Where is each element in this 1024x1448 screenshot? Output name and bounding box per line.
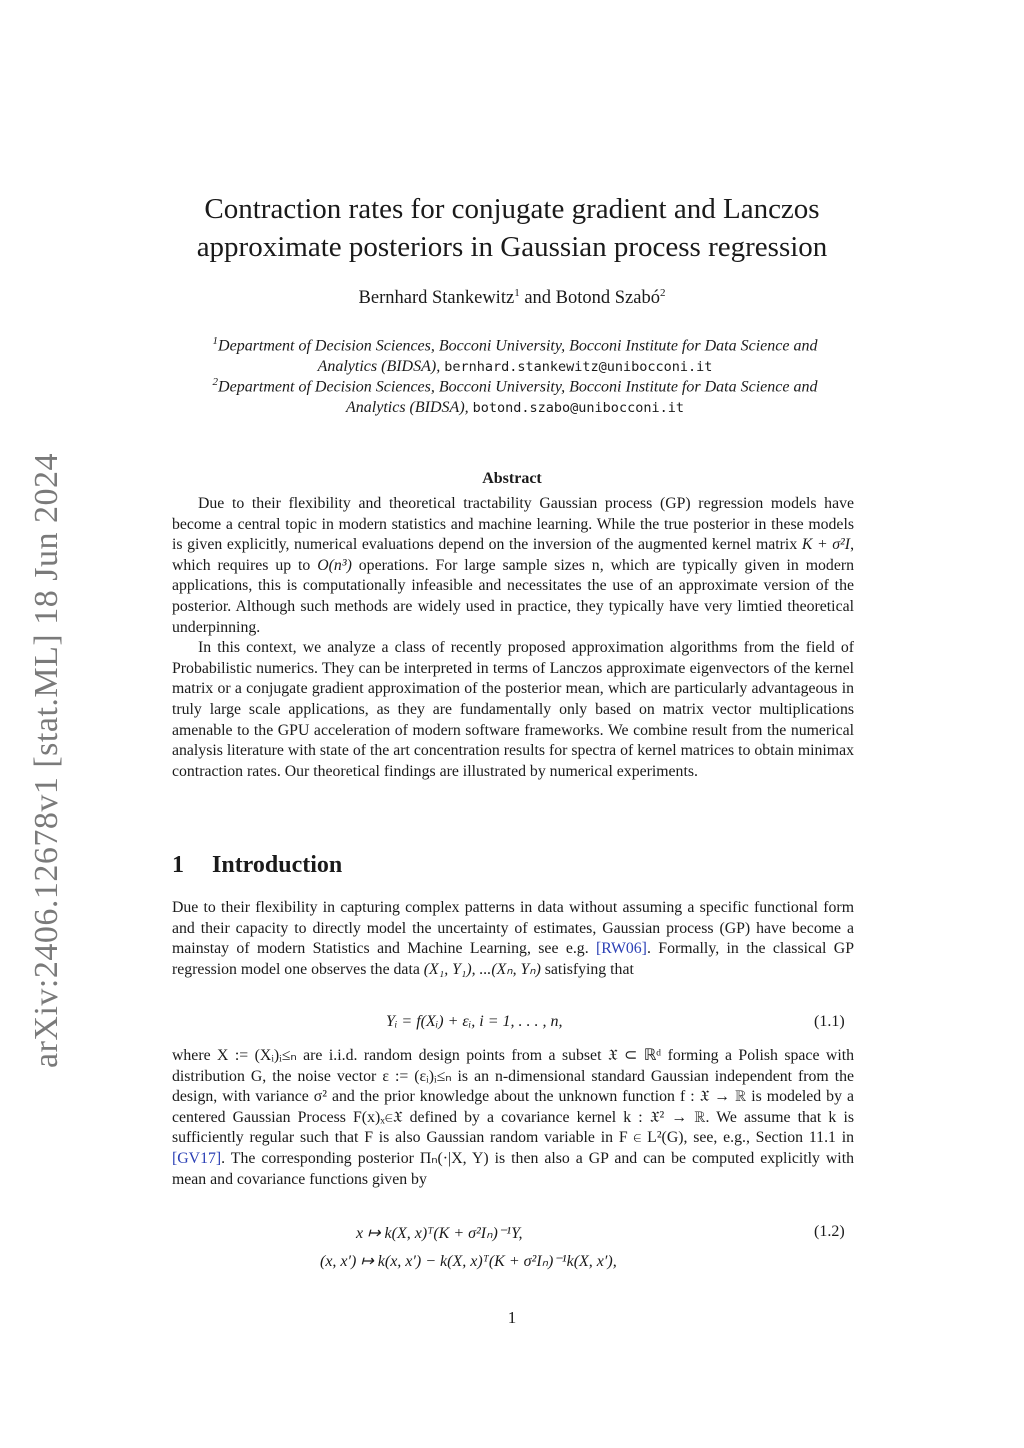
inline-math: K + σ²I — [801, 536, 851, 554]
intro-paragraph-2 — [172, 1046, 854, 1190]
text-run: , which requires up to — [172, 536, 855, 574]
author-name: Botond Szabó — [555, 288, 660, 309]
equation-1-2-mean: x ↦ k(X, x)ᵀ(K + σ²Iₙ)⁻¹Y, — [356, 1225, 523, 1242]
citation-link[interactable]: [GV17] — [172, 1149, 222, 1167]
section-title: Introduction — [212, 852, 343, 878]
text-run: operations. For large sample sizes n, which are typically given in modern applications, this is computationally infeasible and necessitates the use of an approximate version of the posterior. Although such methods are widely used in practice, they typically have very limtied theoretical underpinning. — [172, 556, 854, 636]
author-email[interactable]: bernhard.stankewitz@unibocconi.it — [444, 359, 713, 376]
paper-title — [150, 190, 874, 266]
affiliation-text: Analytics (BIDSA), — [346, 399, 469, 417]
text-run: Due to their flexibility in capturing complex patterns in data without assuming a specific functional form and their capacity to directly model the uncertainty of estimates, Gaussian process (GP) have become a mainstay of modern Statistics and Machine Learning, see e.g. — [172, 899, 854, 958]
abstract-heading: Abstract — [482, 470, 542, 487]
affiliation-text: Department of Decision Sciences, Bocconi University, Bocconi Institute for Data Science and — [218, 378, 818, 396]
affiliation-text: Department of Decision Sciences, Bocconi University, Bocconi Institute for Data Science and — [218, 337, 818, 355]
arxiv-identifier: arXiv:2406.12678v1 [stat.ML] 18 Jun 2024 — [28, 453, 65, 1068]
equation-1-2-covariance: (x, x′) ↦ k(x, x′) − k(X, x)ᵀ(K + σ²Iₙ)⁻¹k(X, x′), — [320, 1253, 617, 1270]
abstract-body — [172, 494, 854, 782]
title-line-1: Contraction rates for conjugate gradient and Lanczos — [204, 193, 820, 225]
citation-link[interactable]: [RW06] — [596, 940, 647, 958]
affiliation-text: Analytics (BIDSA), — [317, 358, 441, 376]
affiliation-2 — [160, 372, 870, 419]
equation-1-1: Yᵢ = f(Xᵢ) + εᵢ, i = 1, . . . , n, — [386, 1013, 563, 1030]
intro-paragraph-1 — [172, 898, 854, 980]
abstract-paragraph: In this context, we analyze a class of recently proposed approximation algorithms from the field of Probabilistic numerics. They can be interpreted in terms of Lanczos approximate eigenvectors of the kernel matrix or a conjugate gradient approximation of the posterior mean, which are particularly advantageous in truly large scale applications, as they are fundamentally only based on matrix vector multiplications amenable to the GPU acceleration of modern software frameworks. We combine result from the numerical analysis literature with state of the art concentration results for spectra of kernel matrices to obtain minimax contraction rates. Our theoretical findings are illustrated by numerical experiments. — [172, 639, 854, 780]
author-email[interactable]: botond.szabo@unibocconi.it — [472, 400, 684, 417]
section-number: 1 — [172, 852, 184, 878]
inline-math: O(n³) — [317, 556, 352, 574]
affiliation-mark: 2 — [659, 287, 666, 299]
text-run: where X := (Xᵢ)ᵢ≤ₙ are i.i.d. random design points from a subset 𝔛 ⊂ ℝᵈ forming a Polish space with distribution G, the noise vector ε := (εᵢ)ᵢ≤ₙ is an n-dimensional standard Gaussian independent from the design, with variance σ² and the prior knowledge about the unknown function f : 𝔛 → ℝ is modeled by a centered Gaussian Process F(x)ₓ∈𝔛 defined by a covariance kernel k : 𝔛² → ℝ. We assume that k is sufficiently regular such that F is also Gaussian random variable in F ∈ L²(G), see, e.g., Section 11.1 in — [172, 1047, 854, 1147]
inline-math: (X₁, Y₁), ...(Xₙ, Yₙ) — [423, 960, 541, 978]
section-heading — [172, 852, 342, 879]
page-number: 1 — [507, 1308, 517, 1327]
text-run: satisfying that — [540, 960, 634, 978]
author-name: Bernhard Stankewitz — [358, 288, 515, 309]
title-line-2: approximate posteriors in Gaussian process regression — [196, 231, 828, 263]
affiliation-mark: 2 — [212, 376, 219, 388]
author-list — [150, 287, 874, 309]
equation-number: (1.1) — [814, 1013, 845, 1030]
abstract-paragraph — [172, 494, 854, 638]
affiliation-mark: 1 — [514, 287, 520, 299]
affiliation-mark: 1 — [212, 335, 219, 347]
text-run: Due to their flexibility and theoretical tractability Gaussian process (GP) regression models have become a central topic in modern statistics and machine learning. While the true posterior in these models is given explicitly, numerical evaluations depend on the inversion of the augmented kernel matrix — [172, 495, 854, 554]
author-separator: and — [519, 288, 556, 309]
text-run: . Formally, in the classical GP regression model one observes the data — [172, 940, 854, 978]
text-run: . The corresponding posterior Πₙ(·|X, Y) is then also a GP and can be computed explicitly with mean and covariance functions given by — [172, 1149, 854, 1188]
equation-number: (1.2) — [814, 1223, 845, 1240]
